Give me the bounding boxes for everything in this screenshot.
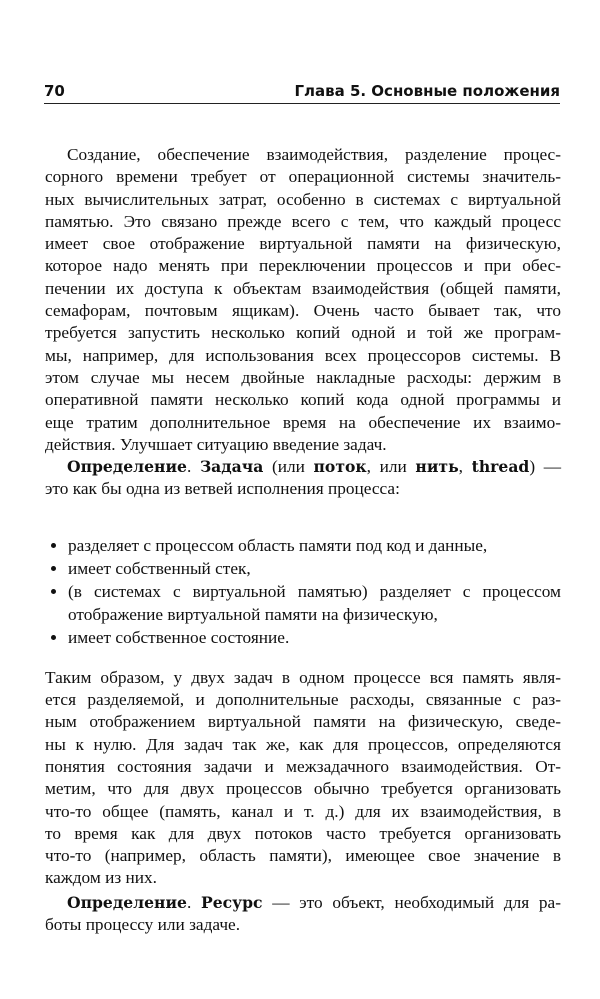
text-line <box>45 367 561 389</box>
bold-term: thread <box>471 457 530 477</box>
intro-section <box>45 144 561 501</box>
bullet-dot-icon <box>51 566 56 571</box>
text-span: ется разделяемой, и дополнительные расходы, связанные с раз- <box>45 690 561 710</box>
text-line <box>45 845 561 867</box>
text-line <box>45 189 561 211</box>
text-span: . <box>186 457 200 477</box>
text-line <box>45 778 561 800</box>
text-span: требуется запустить несколько копий одной и той же програм- <box>45 323 561 343</box>
text-span: мы, например, для использования всех процессоров системы. В <box>45 345 561 365</box>
text-span: Таким образом, у двух задач в одном процессе вся память явля- <box>45 667 561 687</box>
page-number: 70 <box>44 82 65 100</box>
text-line <box>45 456 561 478</box>
text-line <box>45 892 561 914</box>
bullet-dot-icon <box>51 543 56 548</box>
text-span: . <box>186 892 201 912</box>
text-line <box>45 255 561 277</box>
text-line: (в системах с виртуальной памятью) разделяет с процессом <box>68 581 561 601</box>
text-line <box>45 478 561 500</box>
text-line <box>45 300 561 322</box>
text-span: каждом из них. <box>45 868 157 888</box>
paragraph <box>45 144 561 456</box>
bullet-item <box>45 557 561 580</box>
text-line <box>45 211 561 233</box>
text-line <box>45 867 561 889</box>
text-span: семафорам, почтовым ящикам). Очень часто бывает так, что <box>45 301 561 321</box>
bullet-item <box>45 626 561 649</box>
text-span: что-то (например, область памяти), имеющее свое значение в <box>45 846 561 866</box>
text-span: Создание, обеспечение взаимодействия, разделение процес- <box>67 145 561 164</box>
text-span: действия. Улучшает ситуацию введение задач. <box>45 434 387 454</box>
paragraph <box>45 456 561 501</box>
text-line: разделяет с процессом область памяти под код и данные, <box>68 535 488 555</box>
text-line <box>45 756 561 778</box>
text-span: что-то общее (память, канал и т. д.) для их взаимодействия, в <box>45 801 561 821</box>
header-rule <box>44 103 560 104</box>
bullet-item <box>45 580 561 626</box>
text-span: памятью. Это связано прежде всего с тем, что каждый процесс <box>45 211 561 231</box>
text-span: ным отображением виртуальной памяти на физическую, сведе- <box>45 712 561 732</box>
text-span: этом случае мы несем двойные накладные расходы: держим в <box>45 367 561 387</box>
bold-term: поток <box>313 457 367 477</box>
text-span: метим, что для двух процессов обычно требуется организовать <box>45 779 561 799</box>
text-span: , <box>458 457 472 477</box>
bullet-list <box>45 534 561 649</box>
bullet-dot-icon <box>51 635 56 640</box>
text-span: имеет свое отображение виртуальной памяти на физическую, <box>45 234 561 254</box>
text-line <box>45 389 561 411</box>
text-line <box>45 434 561 456</box>
text-line <box>45 734 561 756</box>
text-span: еще тратим дополнительное время на обеспечение их взаимо- <box>45 412 561 432</box>
body-section-2 <box>45 667 561 937</box>
bold-term: Определение <box>67 892 187 912</box>
text-span: , или <box>366 457 416 477</box>
text-line <box>45 322 561 344</box>
text-line <box>45 667 561 689</box>
text-line <box>45 711 561 733</box>
text-line <box>45 801 561 823</box>
running-header <box>44 80 560 102</box>
text-line <box>45 278 561 300</box>
bold-term: нить <box>415 457 459 477</box>
text-line <box>45 144 561 166</box>
text-line <box>45 689 561 711</box>
text-line <box>45 345 561 367</box>
text-span: ны к нулю. Для задач так же, как для процессов, определяются <box>45 734 561 754</box>
text-span: ) — <box>529 457 562 477</box>
text-line: отображение виртуальной памяти на физическую, <box>68 604 438 624</box>
bold-term: Задача <box>199 457 264 477</box>
bullet-item <box>45 534 561 557</box>
bold-term: Ресурс <box>201 892 263 912</box>
text-line: имеет собственный стек, <box>68 558 251 578</box>
text-span: — это объект, необходимый для ра- <box>262 892 561 912</box>
chapter-title: Глава 5. Основные положения <box>294 82 560 100</box>
text-line <box>45 166 561 188</box>
text-line <box>45 823 561 845</box>
text-span: печении их доступа к объектам взаимодействия (общей памяти, <box>45 278 561 298</box>
text-span: это как бы одна из ветвей исполнения процесса: <box>45 479 400 499</box>
bullet-dot-icon <box>51 589 56 594</box>
text-line <box>45 914 561 936</box>
text-span: боты процессу или задаче. <box>45 915 241 935</box>
bold-term: Определение <box>67 457 187 477</box>
text-span: сорного времени требует от операционной системы значитель- <box>45 167 561 187</box>
page-body <box>45 144 561 936</box>
text-line <box>45 412 561 434</box>
text-span: которое надо менять при переключении процессов и при обес- <box>45 256 561 276</box>
text-line <box>45 233 561 255</box>
text-span: (или <box>263 457 314 477</box>
paragraph <box>45 667 561 890</box>
text-span: оперативной памяти несколько копий кода одной программы и <box>45 390 561 410</box>
text-span: понятия состояния задачи и межзадачного взаимодействия. От- <box>45 756 561 776</box>
paragraph <box>45 892 561 937</box>
text-line: имеет собственное состояние. <box>68 627 290 647</box>
text-span: ных вычислительных затрат, особенно в системах с виртуальной <box>45 189 561 209</box>
text-span: то время как для двух потоков часто требуется организовать <box>45 823 561 843</box>
